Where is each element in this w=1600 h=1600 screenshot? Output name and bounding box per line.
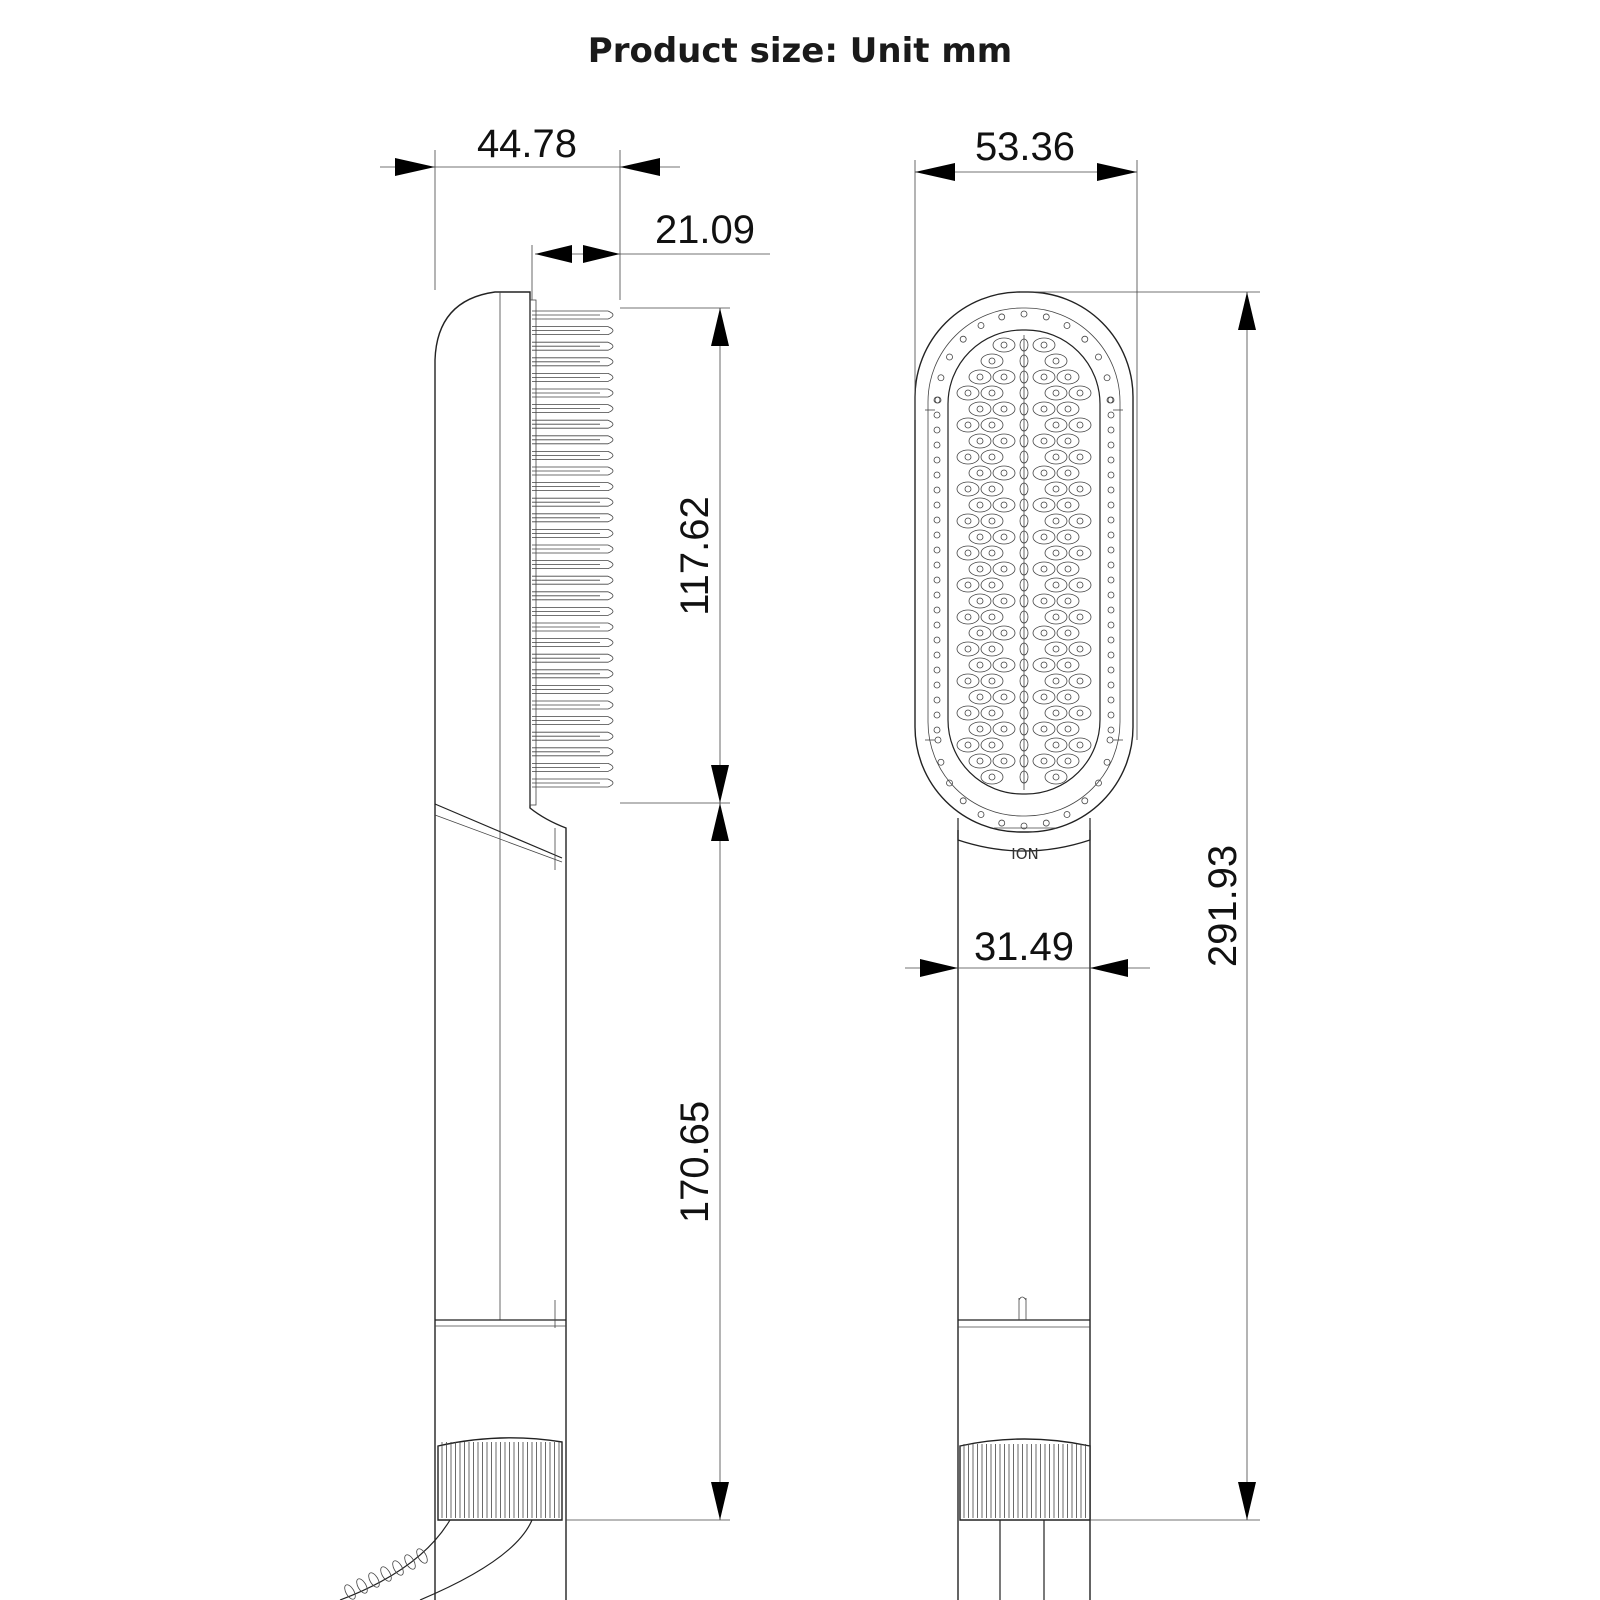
dim-front-handle-width: 31.49 xyxy=(973,925,1075,969)
ion-badge: ION xyxy=(1011,845,1039,863)
dim-side-handle-length: 170.65 xyxy=(673,1100,717,1224)
drawing-title: Product size: Unit mm xyxy=(587,31,1013,71)
side-view-body xyxy=(435,292,566,1600)
dim-side-bristle-depth: 21.09 xyxy=(654,208,756,252)
side-view-end-cap xyxy=(438,1438,562,1520)
side-view-bristles xyxy=(530,300,613,805)
dim-front-head-width: 53.36 xyxy=(974,125,1076,169)
dim-side-total-depth: 44.78 xyxy=(476,122,578,166)
dim-side-head-length: 117.62 xyxy=(673,496,717,616)
side-view xyxy=(340,292,613,1600)
dim-front-total-length: 291.93 xyxy=(1201,844,1245,968)
front-view-end-cap xyxy=(960,1439,1090,1520)
